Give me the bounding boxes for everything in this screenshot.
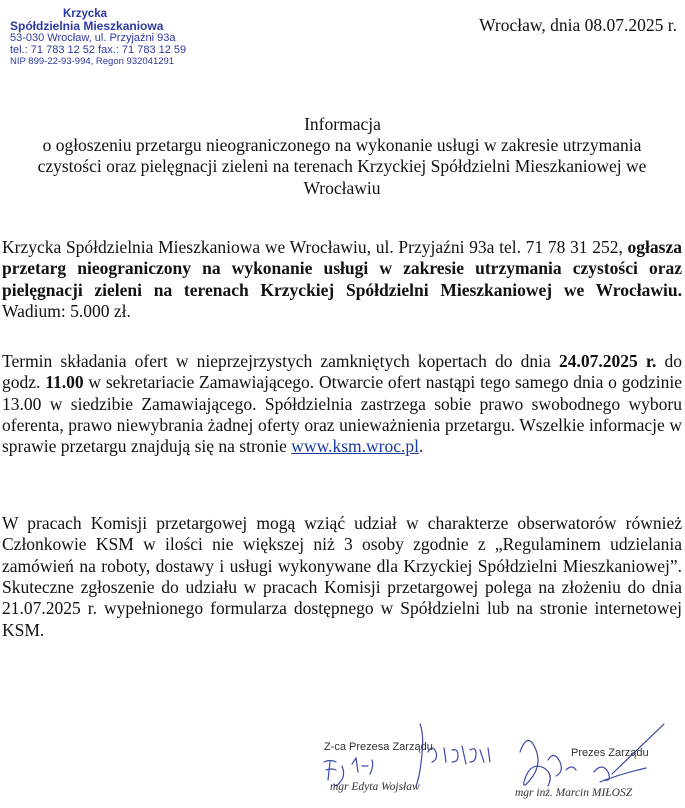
p2-text-f: . (418, 436, 424, 457)
p2-deadline-time: 11.00 (45, 372, 84, 393)
stamp-phone: tel.: 71 783 12 52 fax.: 71 783 12 59 (10, 44, 187, 57)
stamp-line-2: Spółdzielnia Mieszkaniowa (10, 19, 164, 34)
stamp-line-1: Krzycka (62, 8, 108, 20)
p2-text-e: w sekretariacie Zamawiającego. Otwarcie ofert nastąpi tego samego dnia o godzinie 13.00 w siedzibie Zamawiającego. Spółdzielnia zastrzega sobie prawo swobodnego wyboru oferenta, prawo niewybrania żadnej oferty oraz unieważnienia przetargu. Wszelkie informacje w sprawie przetargu znajdują się na stronie (2, 372, 682, 457)
p2-text-c: do godz. (2, 351, 682, 393)
p2-deadline-date: 24.07.2025 r. (558, 351, 657, 371)
deputy-president-name: mgr Edyta Wojsław (330, 781, 420, 793)
p1-bold: ogłasza przetarg nieograniczony na wykonanie usługi w zakresie utrzymania czystości oraz pielęgnacji zieleni na terenach Krzyckiej Spółdzielni Mieszkaniowej we Wrocławiu. (2, 237, 682, 300)
document-date: Wrocław, dnia 08.07.2025 r. (479, 15, 677, 35)
document-subtitle: o ogłoszeniu przetargu nieograniczonego na wykonanie usługi w zakresie utrzymania czystości oraz pielęgnacji zieleni na terenach Krzyckiej Spółdzielni Mieszkaniowej we Wrocławiu (37, 135, 647, 198)
paragraph-deadline (2, 351, 682, 458)
stamp-address: 53-030 Wrocław, ul. Przyjaźni 93a (10, 32, 176, 45)
document-title: Informacja (304, 114, 381, 134)
president-name: mgr inż. Marcin MIŁOSZ (515, 787, 633, 799)
p1-text-a: Krzycka Spółdzielnia Mieszkaniowa we Wrocławiu, ul. Przyjaźni 93a tel. 71 78 31 252, (2, 237, 628, 257)
p2-text-a: Termin składania ofert w nieprzejrzystych zamkniętych kopertach do dnia (2, 351, 559, 371)
president-title: Prezes Zarządu (571, 747, 649, 759)
website-link[interactable]: www.ksm.wroc.pl (291, 436, 419, 457)
deputy-president-title: Z-ca Prezesa Zarządu (324, 741, 433, 753)
paragraph-announcement (2, 237, 682, 322)
stamp-nip-regon: NIP 899-22-93-994, Regon 932041291 (10, 56, 175, 68)
p1-text-c: Wadium: 5.000 zł. (2, 301, 131, 322)
company-stamp (10, 8, 220, 67)
paragraph-observers: W pracach Komisji przetargowej mogą wziąć udział w charakterze obserwatorów również Członkowie KSM w ilości nie większej niż 3 osoby zgodnie z „Regulaminem udzielania zamówień na roboty, dostawy i usługi wykonywane dla Krzyckiej Spółdzielni Mieszkaniowej”. Skuteczne zgłoszenie do udziału w pracach Komisji przetargowej polega na złożeniu do dnia 21.07.2025 r. wypełnionego formularza dostępnego w Spółdzielni lub na stronie internetowej KSM. (2, 513, 682, 640)
left-signature-stroke (324, 724, 490, 786)
